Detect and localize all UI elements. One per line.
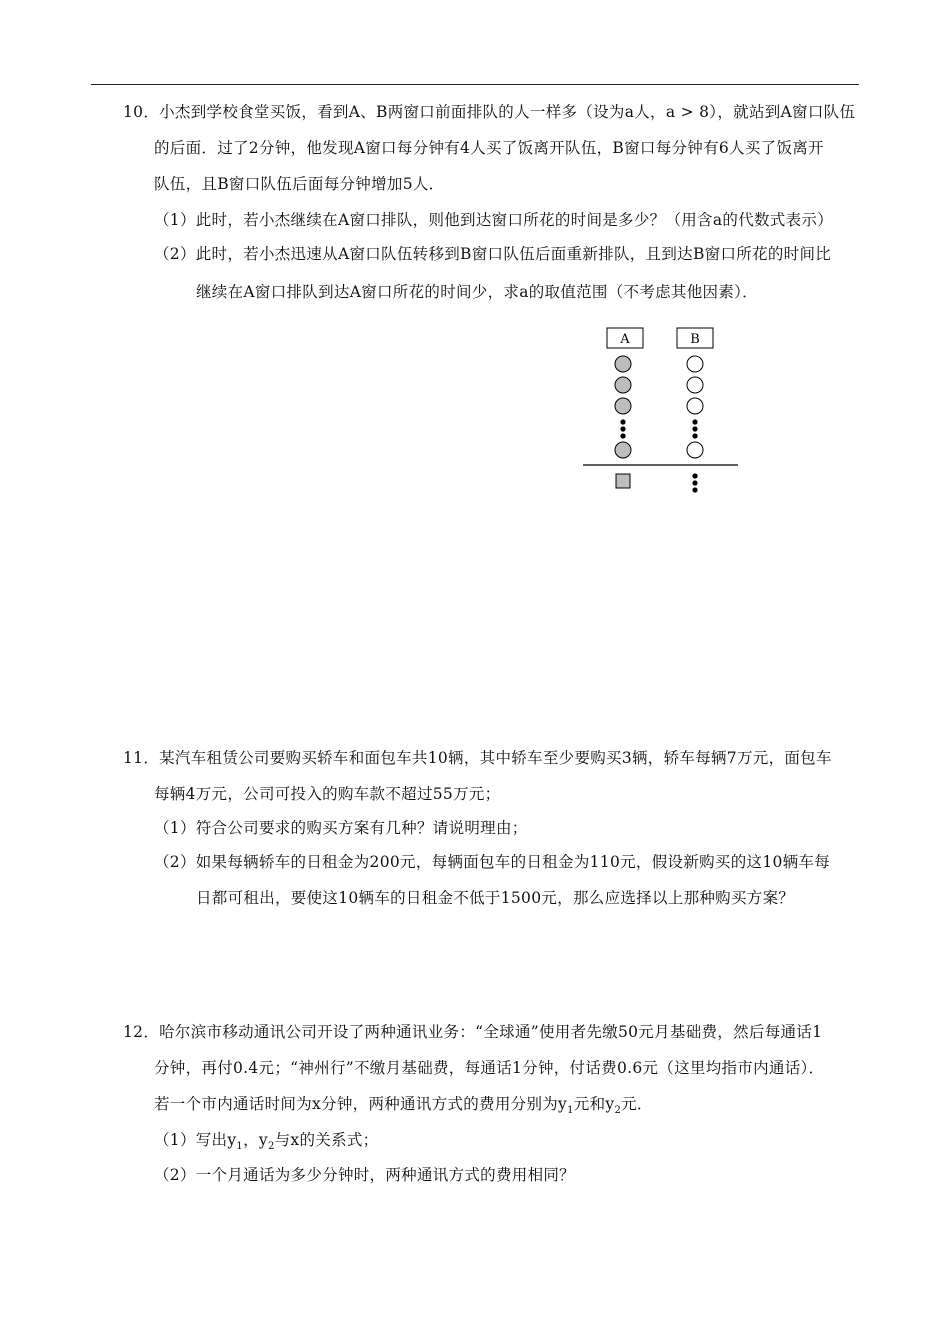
q10-part-1: （1）此时，若小杰继续在A窗口排队，则他到达窗口所花的时间是多少？（用含a的代数式表示） [154,211,833,229]
window-a-label: A [620,332,630,347]
queue-b-tail-dot [692,480,697,485]
q12-part-1: （1）写出$y_1$，$y_2$与x的关系式； [154,1131,379,1153]
xiaojie-square [616,474,630,488]
q10-part-2-line-2: 继续在A窗口排队到达A窗口所花的时间少，求a的取值范围（不考虑其他因素）． [196,283,758,301]
q12-part-2: （2）一个月通话为多少分钟时，两种通讯方式的费用相同？ [154,1166,575,1184]
queue-b-person [687,377,703,393]
queue-b-tail-dot [692,473,697,478]
q11-part-2-line-2: 日都可租出，要使这10辆车的日租金不低于1500元，那么应选择以上那种购买方案？ [196,889,795,907]
q12-line-2: 分钟，再付0.4元；“神州行”不缴月基础费，每通话1分钟，付话费0.6元（这里均指市内通话）． [154,1059,825,1077]
queue-b-ellipsis-dot [692,426,697,431]
q10-line-1: 10．小杰到学校食堂买饭，看到A、B两窗口前面排队的人一样多（设为a人，a > 8），就站到A窗口队伍 [123,103,856,121]
queue-a-ellipsis-dot [620,426,625,431]
queue-b-ellipsis-dot [692,433,697,438]
header-rule [91,84,859,85]
q11-line-1: 11．某汽车租赁公司要购买轿车和面包车共10辆，其中轿车至少要购买3辆，轿车每辆7万元，面包车 [123,749,832,767]
queue-a-person [615,377,631,393]
queue-b-person [687,398,703,414]
queue-a-ellipsis-dot [620,433,625,438]
window-b-label: B [690,332,700,347]
q10-line-2: 的后面．过了2分钟，他发现A窗口每分钟有4人买了饭离开队伍，B窗口每分钟有6人买了饭离开 [154,139,824,157]
q10-part-2-line-1: （2）此时，若小杰迅速从A窗口队伍转移到B窗口队伍后面重新排队，且到达B窗口所花的时间比 [154,245,832,263]
q12-line-3: 若一个市内通话时间为x分钟，两种通讯方式的费用分别为$y_1$元和$y_2$元． [154,1095,653,1117]
q12-line-1: 12．哈尔滨市移动通讯公司开设了两种通讯业务：“全球通”使用者先缴50元月基础费，然后每通话1 [123,1023,823,1041]
queue-b-tail-dot [692,487,697,492]
q11-part-1: （1）符合公司要求的购买方案有几种？请说明理由； [154,819,528,837]
queue-b-person [687,442,703,458]
queue-b-ellipsis-dot [692,419,697,424]
q11-part-2-line-1: （2）如果每辆轿车的日租金为200元，每辆面包车的日租金为110元，假设新购买的这10辆车每 [154,853,831,871]
queue-a-person [615,356,631,372]
q10-line-3: 队伍，且B窗口队伍后面每分钟增加5人． [154,175,445,193]
queue-b-person [687,356,703,372]
queue-a-person [615,398,631,414]
queue-a-ellipsis-dot [620,419,625,424]
q11-line-2: 每辆4万元，公司可投入的购车款不超过55万元； [154,785,501,803]
queue-diagram [578,325,743,500]
queue-a-person [615,442,631,458]
